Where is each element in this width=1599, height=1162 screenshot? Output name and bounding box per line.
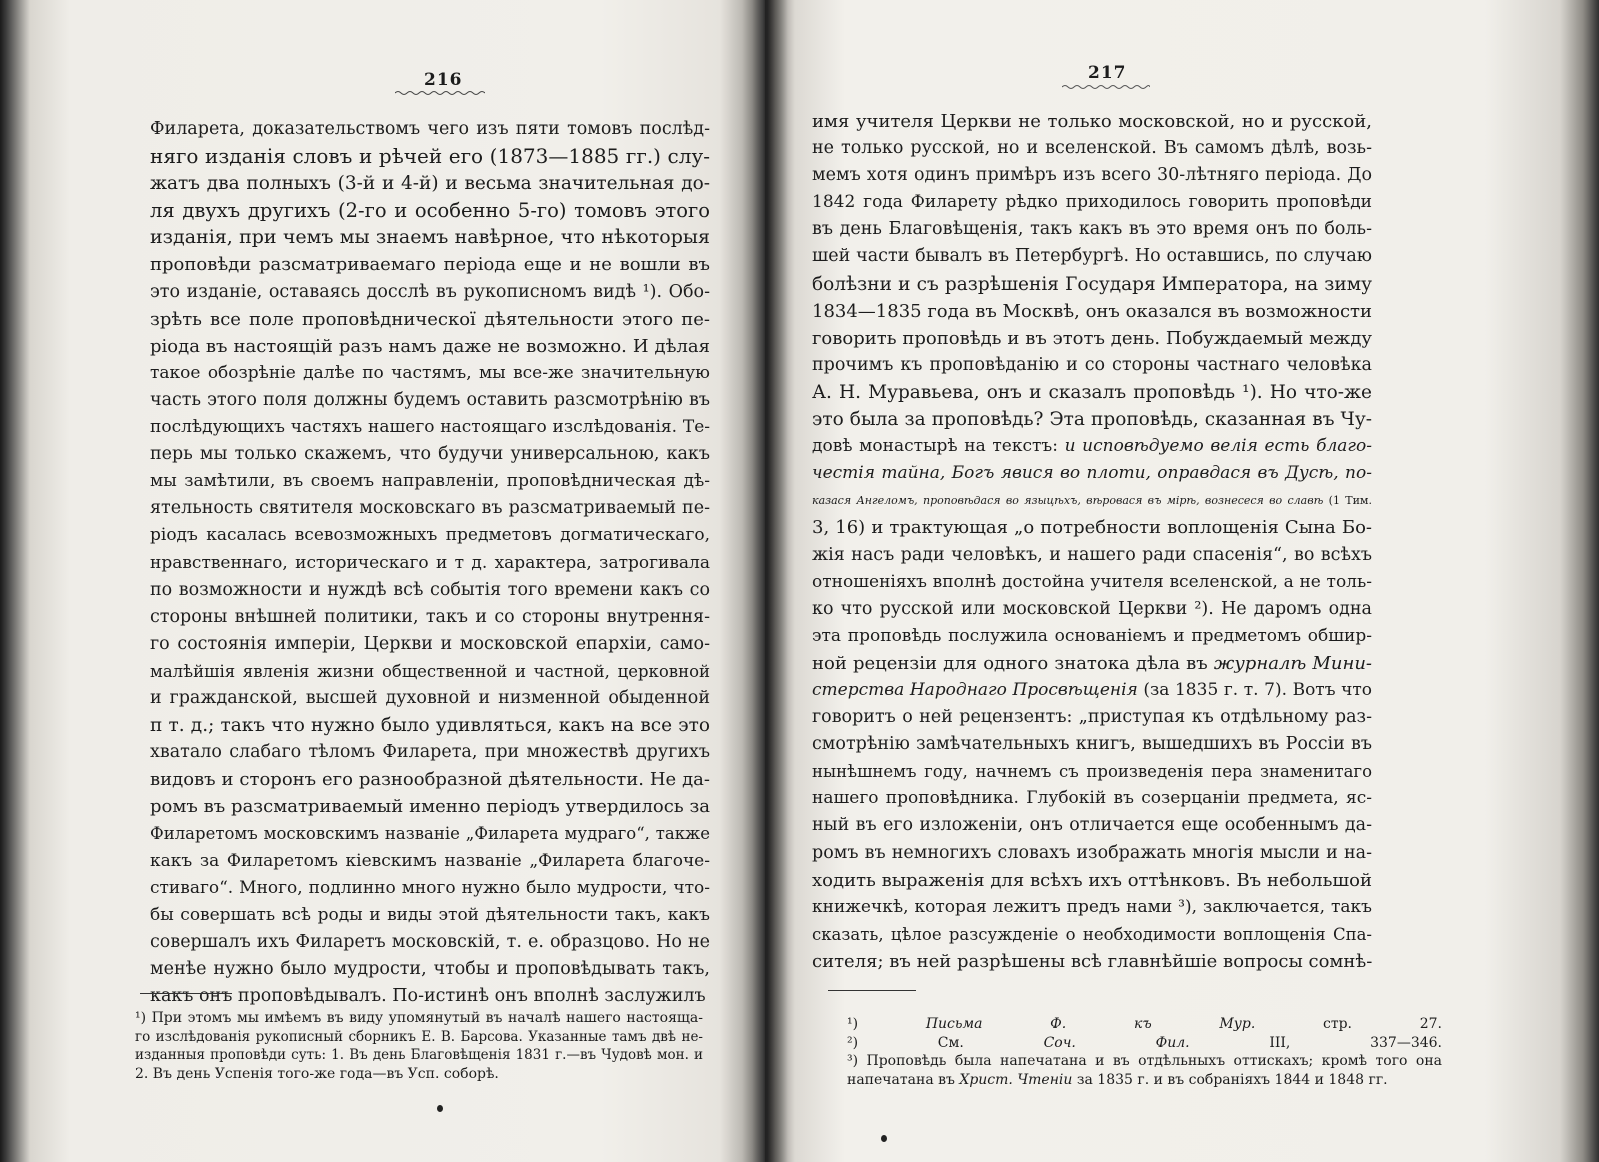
- footnote-line: напечатана въ Христ. Чтеніи за 1835 г. и въ собраніяхъ 1844 и 1848 гг.: [847, 1071, 1388, 1088]
- text-line: ромъ въ разсматриваемый именно періодъ утвердилось за: [150, 796, 710, 818]
- text-line: не только русской, но и вселенской. Въ самомъ дѣлѣ, возь-: [812, 138, 1372, 159]
- text-line: Филарета, доказательствомъ чего изъ пяти томовъ послѣд-: [150, 119, 710, 139]
- ink-spot: [881, 1135, 887, 1142]
- text-line: менѣе нужно было мудрости, чтобы и проповѣдывать такъ,: [150, 958, 710, 979]
- footnotes: [135, 1009, 703, 1083]
- text-line: сказать, цѣлое разсужденіе о необходимости воплощенія Спа-: [812, 924, 1372, 944]
- footnote-divider: [140, 993, 232, 994]
- text-line: ный въ его изложеніи, онъ отличается еще особеннымъ да-: [812, 815, 1372, 836]
- text-line: нынѣшнемъ году, начнемъ съ произведенія пера знаменитаго: [812, 762, 1372, 782]
- text-line: честія тайна, Богъ явися во плоти, оправдася въ Дусѣ, по-: [812, 463, 1372, 484]
- page-number-ornament: [1062, 84, 1150, 90]
- text-line: малѣйшія явленія жизни общественной и частной, церковной: [150, 661, 710, 681]
- text-line: стороны внѣшней политики, такъ и со стороны внутрення-: [150, 606, 710, 627]
- text-line: книжечкѣ, которая лежитъ предъ нами ³), заключается, такъ: [812, 896, 1372, 917]
- text-line: зрѣть все поле проповѣдническої дѣятельности этого пе-: [150, 308, 710, 330]
- text-line: довѣ монастырѣ на текстъ: и исповѣдуемо велія есть благо-: [812, 436, 1372, 457]
- footnote-line: изданныя проповѣди суть: 1. Въ день Благовѣщенія 1831 г.—въ Чудовѣ мон. и: [135, 1047, 703, 1063]
- footnote-line: ¹) При этомъ мы имѣемъ въ виду упомянутый въ началѣ нашего настояща-: [135, 1010, 703, 1026]
- text-line: перь мы только скажемъ, что будучи универсальною, какъ: [150, 444, 710, 465]
- text-line: 1834—1835 года въ Москвѣ, онъ оказался въ возможности: [812, 300, 1372, 322]
- text-line: говоритъ о ней рецензентъ: „приступая къ отдѣльному раз-: [812, 707, 1372, 728]
- page-number: 217: [1088, 63, 1127, 83]
- text-line: няго изданія словъ и рѣчей его (1873—1885 гг.) слу-: [150, 144, 710, 169]
- text-line: шей части бывалъ въ Петербургѣ. Но оставшись, по случаю: [812, 246, 1372, 267]
- text-line: 3, 16) и трактующая „о потребности воплощенія Сына Бо-: [812, 517, 1372, 539]
- text-line: эта проповѣдь послужила основаніемъ и предметомъ обшир-: [812, 625, 1372, 646]
- text-line: сителя; въ ней разрѣшены всѣ главнѣйшіе вопросы сомнѣ-: [812, 950, 1373, 972]
- text-line: совершалъ ихъ Филаретъ московскій, т. е. образцово. Но не: [150, 931, 710, 952]
- text-line: ріода въ настоящій разъ намъ даже не возможно. И дѣлая: [150, 335, 710, 357]
- text-line: мы замѣтили, въ своемъ направленіи, проповѣдническая дѣ-: [150, 471, 710, 492]
- page-number-ornament: [395, 90, 485, 96]
- text-line: ятельность святителя московскаго въ разсматриваемый пе-: [150, 498, 710, 519]
- text-line: ко что русской или московской Церкви ²). Не даромъ одна: [812, 598, 1372, 619]
- text-line: говорить проповѣдь и въ этотъ день. Побуждаемый между: [812, 327, 1372, 349]
- text-line: проповѣди разсматриваемаго періода еще и не вошли въ: [150, 254, 710, 276]
- left-page: [0, 0, 765, 1162]
- body-text: [150, 116, 710, 1010]
- text-line: хватало слабаго тѣломъ Филарета, при множествѣ другихъ: [150, 742, 710, 763]
- text-line: ріодъ касалась всевозможныхъ предметовъ догматическаго,: [150, 525, 710, 546]
- text-line: стерства Народнаго Просвѣщенія (за 1835 г. т. 7). Вотъ что: [812, 679, 1372, 700]
- text-line: ной рецензіи для одного знатока дѣла въ журналѣ Мини-: [812, 652, 1372, 674]
- text-line: ля двухъ другихъ (2-го и особенно 5-го) томовъ этого: [150, 199, 710, 223]
- text-line: А. Н. Муравьева, онъ и сказалъ проповѣдь ¹). Но что-же: [812, 381, 1372, 403]
- footnotes: [847, 1015, 1442, 1089]
- text-line: ходить выраженія для всѣхъ ихъ оттѣнковъ. Въ небольшой: [812, 869, 1372, 891]
- footnote-line: го изслѣдованія рукописный сборникъ Е. В. Барсова. Указанные тамъ двѣ не-: [135, 1028, 703, 1045]
- text-line: какъ онъ проповѣдывалъ. По-истинѣ онъ вполнѣ заслужилъ: [150, 986, 706, 1006]
- text-line: нравственнаго, историческаго и т д. характера, затрогивала: [150, 552, 710, 573]
- text-line: болѣзни и съ разрѣшенія Государя Императора, на зиму: [812, 273, 1372, 295]
- text-line: Филаретомъ московскимъ названіе „Филарета мудраго“, также: [150, 824, 710, 844]
- text-line: отношеніяхъ вполнѣ достойна учителя вселенской, а не толь-: [812, 571, 1372, 592]
- footnote-line: ³) Проповѣдь была напечатана и въ отдѣльныхъ оттискахъ; кромѣ того она: [847, 1053, 1442, 1069]
- text-line: это изданіе, оставаясь досслѣ въ рукописномъ видѣ ¹). Обо-: [150, 281, 710, 302]
- text-line: ромъ въ немногихъ словахъ изображать многія мысли и на-: [812, 842, 1372, 863]
- footnote-line: ¹) Письма Ф. къ Мур. стр. 27.: [847, 1016, 1443, 1032]
- text-line: казася Ангеломъ, проповѣдася во языцѣхъ, вѣровася въ мірѣ, вознесеся во славѣ (1 Тим.: [812, 494, 1372, 508]
- text-line: часть этого поля должны будемъ оставить разсмотрѣнію въ: [150, 389, 710, 410]
- page-number: 216: [424, 70, 463, 90]
- text-line: послѣдующихъ частяхъ нашего настоящаго изслѣдованія. Те-: [150, 417, 710, 438]
- ink-spot: [437, 1105, 443, 1112]
- text-line: жатъ два полныхъ (3-й и 4-й) и весьма значительная до-: [150, 173, 710, 195]
- text-line: и гражданской, высшей духовной и низменной обыденной: [150, 687, 710, 708]
- footnote-line: 2. Въ день Успенія того-же года—въ Усп. соборѣ.: [135, 1065, 499, 1082]
- text-line: прочимъ къ проповѣданію и со стороны частнаго человѣка: [812, 354, 1372, 375]
- text-line: жія насъ ради человѣкъ, и нашего ради спасенія“, во всѣхъ: [812, 544, 1372, 565]
- text-line: такое обозрѣніе далѣе по частямъ, мы все-же значительную: [150, 362, 710, 383]
- text-line: го состоянія имперіи, Церкви и московской епархіи, само-: [150, 633, 710, 654]
- text-line: бы совершать всѣ роды и виды этой дѣятельности такъ, какъ: [150, 904, 710, 925]
- text-line: въ день Благовѣщенія, такъ какъ въ это время онъ по боль-: [812, 219, 1372, 240]
- text-line: мемъ хотя одинъ примѣръ изъ всего 30-лѣтняго періода. До: [812, 165, 1372, 186]
- text-line: это была за проповѣдь? Эта проповѣдь, сказанная въ Чу-: [812, 409, 1372, 431]
- text-line: п т. д.; такъ что нужно было удивляться, какъ на все это: [150, 715, 710, 737]
- text-line: смотрѣнію замѣчательныхъ книгъ, вышедшихъ въ Россіи въ: [812, 734, 1372, 755]
- text-line: какъ за Филаретомъ кіевскимъ названіе „Филарета благоче-: [150, 850, 710, 871]
- text-line: нашего проповѣдника. Глубокій въ созерцаніи предмета, яс-: [812, 788, 1372, 809]
- book-gutter: [742, 0, 788, 1162]
- body-text: [812, 108, 1372, 975]
- text-line: изданія, при чемъ мы знаемъ навѣрное, что нѣкоторыя: [150, 226, 710, 249]
- text-line: стиваго“. Много, подлинно много нужно было мудрости, что-: [150, 877, 710, 898]
- text-line: по возможности и нуждѣ всѣ событія того времени какъ со: [150, 579, 710, 600]
- footnote-divider: [828, 990, 916, 991]
- text-line: 1842 года Филарету рѣдко приходилось говорить проповѣди: [812, 192, 1372, 213]
- right-page: [765, 0, 1599, 1162]
- text-line: имя учителя Церкви не только московской, но и русской,: [812, 111, 1372, 132]
- footnote-line: ²) См. Соч. Фил. III, 337—346.: [847, 1034, 1442, 1051]
- text-line: видовъ и сторонъ его разнообразной дѣятельности. Не да-: [150, 769, 710, 791]
